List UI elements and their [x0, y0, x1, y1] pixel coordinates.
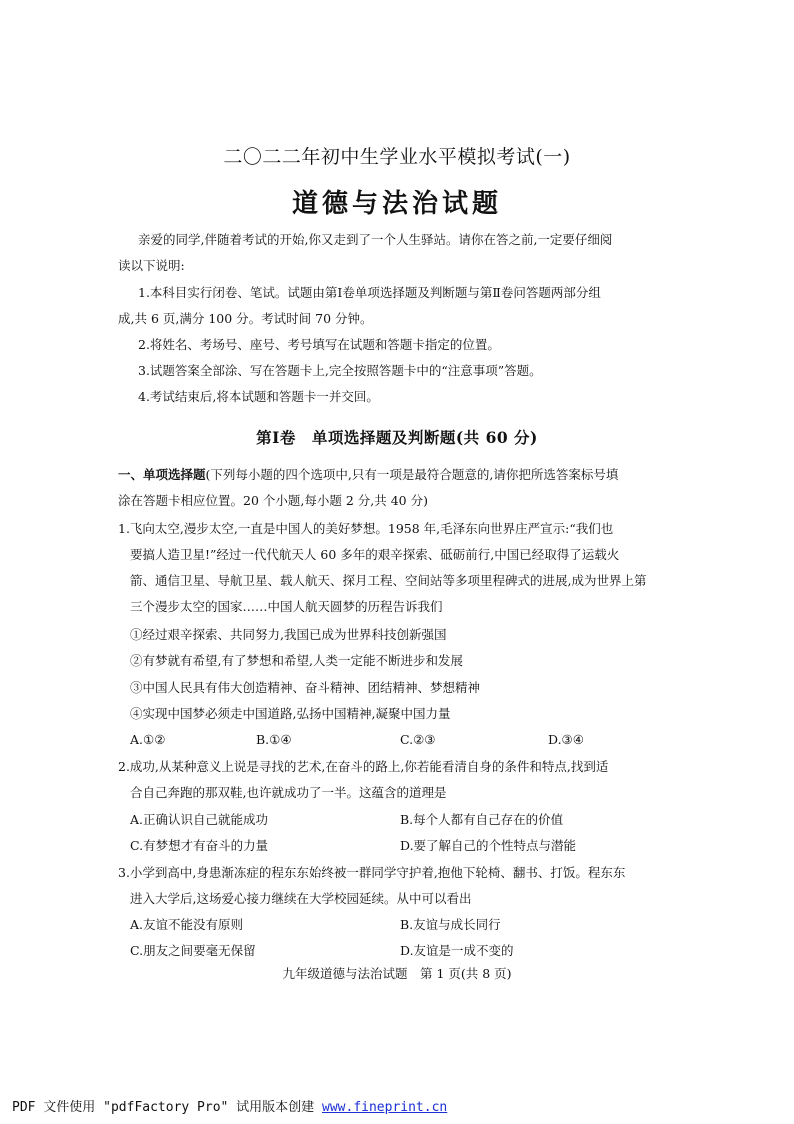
part-description-line-2: 涂在答题卡相应位置。20 个小题,每小题 2 分,共 40 分): [118, 493, 428, 508]
q3-option-a: A.友谊不能没有原则: [130, 917, 244, 932]
q2-option-a: A.正确认识自己就能成功: [130, 812, 269, 827]
part-label: 一、单项选择题: [118, 467, 206, 482]
instruction-1-line-2: 成,共 6 页,满分 100 分。考试时间 70 分钟。: [118, 311, 373, 326]
q3-option-c: C.朋友之间要毫无保留: [130, 943, 256, 958]
q1-statement-4: ④实现中国梦必须走中国道路,弘扬中国精神,凝聚中国力量: [130, 706, 451, 721]
q1-statement-3: ③中国人民具有伟大创造精神、奋斗精神、团结精神、梦想精神: [130, 680, 481, 695]
part-desc-1: (下列每小题的四个选项中,只有一项是最符合题意的,请你把所选答案标号填: [205, 467, 619, 482]
instruction-4: 4.考试结束后,将本试题和答题卡一并交回。: [138, 389, 379, 404]
subject-title: 道德与法治试题: [291, 189, 502, 219]
pdf-notice-text: PDF 文件使用 "pdfFactory Pro" 试用版本创建: [12, 1100, 323, 1115]
q1-stem-line-1: 1.飞向太空,漫步太空,一直是中国人的美好梦想。1958 年,毛泽东向世界庄严宣示:“我们也: [118, 521, 614, 536]
fineprint-link[interactable]: www.fineprint.cn: [322, 1100, 448, 1115]
q1-stem-line-2: 要搞人造卫星!”经过一代代航天人 60 多年的艰辛探索、砥砺前行,中国已经取得了运载火: [130, 547, 620, 562]
instruction-1-line-1: 1.本科目实行闭卷、笔试。试题由第Ⅰ卷单项选择题及判断题与第Ⅱ卷问答题两部分组: [138, 285, 601, 300]
page-footer: 九年级道德与法治试题 第 1 页(共 8 页): [282, 966, 512, 981]
q2-option-b: B.每个人都有自己存在的价值: [400, 812, 564, 827]
q2-option-c: C.有梦想才有奋斗的力量: [130, 838, 269, 853]
intro-line-1: 亲爱的同学,伴随着考试的开始,你又走到了一个人生驿站。请你在答之前,一定要仔细阅: [138, 232, 613, 247]
q3-stem-line-1: 3.小学到高中,身患渐冻症的程东东始终被一群同学守护着,抱他下轮椅、翻书、打饭。程东东: [118, 865, 626, 880]
section-heading: 第Ⅰ卷 单项选择题及判断题(共 60 分): [256, 428, 538, 447]
q1-statement-1: ①经过艰辛探索、共同努力,我国已成为世界科技创新强国: [130, 627, 447, 642]
pdf-notice: [12, 1096, 447, 1115]
q2-stem-line-2: 合自己奔跑的那双鞋,也许就成功了一半。这蕴含的道理是: [130, 785, 447, 800]
q1-option-d: D.③④: [548, 732, 584, 747]
q2-stem-line-1: 2.成功,从某种意义上说是寻找的艺术,在奋斗的路上,你若能看清自身的条件和特点,找到适: [118, 759, 609, 774]
q1-option-c: C.②③: [400, 732, 436, 747]
q1-stem-line-3: 箭、通信卫星、导航卫星、载人航天、探月工程、空间站等多项里程碑式的进展,成为世界上第: [130, 573, 647, 588]
q3-option-d: D.友谊是一成不变的: [400, 943, 514, 958]
q1-option-a: A.①②: [130, 732, 166, 747]
instruction-2: 2.将姓名、考场号、座号、考号填写在试题和答题卡指定的位置。: [138, 337, 500, 352]
q3-stem-line-2: 进入大学后,这场爱心接力继续在大学校园延续。从中可以看出: [130, 891, 472, 906]
intro-line-2: 读以下说明:: [118, 258, 185, 273]
q1-stem-line-4: 三个漫步太空的国家……中国人航天圆梦的历程告诉我们: [130, 599, 443, 614]
q3-option-b: B.友谊与成长同行: [400, 917, 501, 932]
q2-option-d: D.要了解自己的个性特点与潜能: [400, 838, 577, 853]
part-description-line-1: [118, 467, 618, 483]
q1-option-b: B.①④: [256, 732, 292, 747]
instruction-3: 3.试题答案全部涂、写在答题卡上,完全按照答题卡中的“注意事项”答题。: [138, 363, 542, 378]
q1-statement-2: ②有梦就有希望,有了梦想和希望,人类一定能不断进步和发展: [130, 653, 463, 668]
exam-title: 二〇二二年初中生学业水平模拟考试(一): [223, 146, 571, 168]
